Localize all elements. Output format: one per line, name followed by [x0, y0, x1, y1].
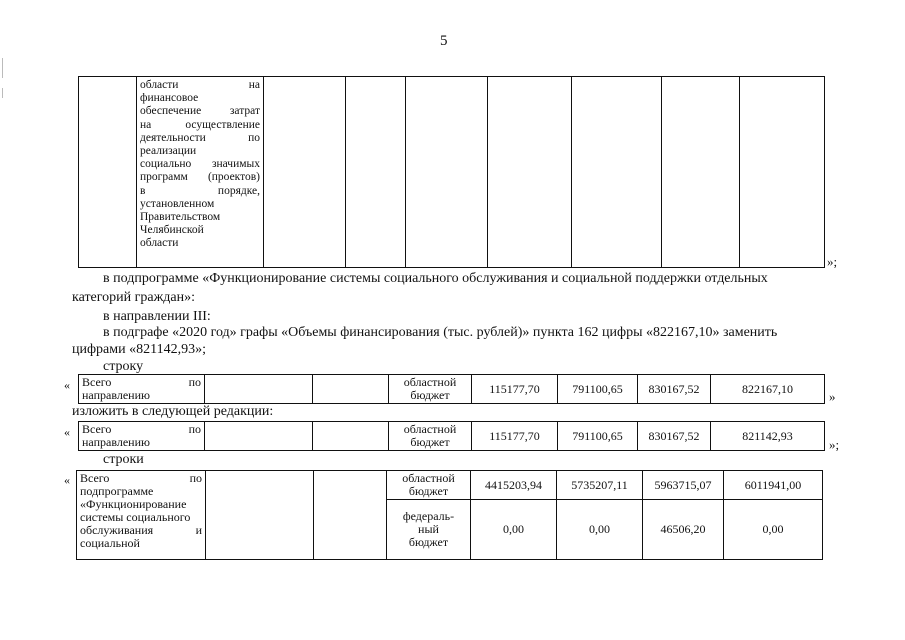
margin-mark [2, 88, 3, 98]
source-line: областной [402, 471, 455, 485]
value-cell: 46506,20 [643, 500, 724, 560]
cell-line: Правительством [140, 211, 221, 224]
source-line: бюджет [408, 535, 449, 549]
row-label-cell [77, 471, 206, 560]
cell-line: программ (проектов) [140, 171, 260, 184]
value-cell: 822167,10 [711, 375, 825, 404]
top-table [78, 76, 825, 268]
paragraph-replace-cont: цифрами «821142,93»; [72, 342, 206, 357]
source-cell [387, 500, 471, 560]
paragraph-new-edition: изложить в следующей редакции: [72, 404, 274, 419]
paragraph-direction: в направлении III: [103, 309, 211, 324]
cell-line: установленном [140, 197, 215, 210]
row-label-text [77, 471, 205, 551]
paragraph-row: строку [103, 359, 144, 374]
value-cell: 115177,70 [472, 375, 558, 404]
value-cell: 5963715,07 [643, 471, 724, 500]
closing-quote: » [829, 389, 836, 404]
source-cell [387, 471, 471, 500]
value-cell: 0,00 [471, 500, 557, 560]
description-text [137, 77, 263, 251]
row-label-line: Всего по [82, 375, 201, 389]
cell-line: социально значимых [140, 158, 260, 171]
table-cell [313, 375, 389, 404]
cell-line: «Функционирование [80, 497, 187, 511]
table-cell [313, 422, 389, 451]
source-line: федераль- [402, 509, 455, 523]
cell-line: Всего по [80, 471, 202, 485]
value-cell: 791100,65 [558, 422, 638, 451]
cell-line: в порядке, [140, 184, 260, 197]
cell-line: реализации [140, 145, 197, 158]
table-cell [488, 77, 572, 268]
closing-quote: »; [829, 437, 840, 452]
value-cell: 5735207,11 [557, 471, 643, 500]
source-line: ный [418, 522, 439, 536]
source-cell [389, 422, 472, 451]
opening-quote: « [64, 378, 70, 392]
row-old-table [78, 374, 825, 404]
source-line: областной [403, 422, 457, 436]
value-cell: 830167,52 [638, 375, 711, 404]
source-cell [389, 375, 472, 404]
source-line: областной [403, 375, 457, 389]
cell-line: области [140, 237, 179, 250]
paragraph-rows: строки [103, 452, 144, 467]
table-cell [406, 77, 488, 268]
table-cell [572, 77, 662, 268]
value-cell: 4415203,94 [471, 471, 557, 500]
row-label-line: Всего по [82, 422, 201, 436]
closing-quote: »; [827, 254, 838, 269]
row-label-cell [79, 375, 205, 404]
value-cell: 821142,93 [711, 422, 825, 451]
cell-line: деятельности по [140, 131, 260, 144]
table-cell [205, 375, 313, 404]
page-number: 5 [440, 33, 448, 49]
row-new-table [78, 421, 825, 451]
value-cell: 791100,65 [558, 375, 638, 404]
cell-line: на осуществление [140, 118, 260, 131]
rows-bottom-table [76, 470, 823, 560]
table-cell [662, 77, 740, 268]
cell-line: финансовое [140, 92, 199, 105]
table-cell [79, 77, 137, 268]
value-cell: 830167,52 [638, 422, 711, 451]
row-label-line: направлению [82, 435, 150, 449]
opening-quote: « [64, 425, 70, 439]
paragraph-subprogram-cont: категорий граждан»: [72, 290, 195, 305]
table-cell [314, 471, 387, 560]
cell-line: подпрограмме [80, 484, 154, 498]
paragraph-subprogram: в подпрограмме «Функционирование системы социального обслуживания и социальной поддержки отдельных [103, 271, 768, 286]
table-cell [740, 77, 825, 268]
table-cell [205, 422, 313, 451]
table-cell [264, 77, 346, 268]
opening-quote: « [64, 473, 70, 487]
margin-mark [2, 58, 3, 78]
table-cell-description [137, 77, 264, 268]
source-line: бюджет [408, 484, 449, 498]
paragraph-replace: в подграфе «2020 год» графы «Объемы финансирования (тыс. рублей)» пункта 162 цифры «822167,10» заменить [103, 325, 778, 340]
cell-line: области на [140, 79, 260, 91]
cell-line: социальной [80, 536, 140, 550]
row-label-line: направлению [82, 388, 150, 402]
table-cell [346, 77, 406, 268]
table-cell [206, 471, 314, 560]
cell-line: обеспечение затрат [140, 105, 260, 118]
value-cell: 6011941,00 [724, 471, 823, 500]
value-cell: 0,00 [724, 500, 823, 560]
source-line: бюджет [410, 435, 450, 449]
value-cell: 115177,70 [472, 422, 558, 451]
cell-line: системы социального [80, 510, 191, 524]
cell-line: Челябинской [140, 224, 204, 237]
value-cell: 0,00 [557, 500, 643, 560]
row-label-cell [79, 422, 205, 451]
cell-line: обслуживания и [80, 523, 202, 537]
source-line: бюджет [410, 388, 450, 402]
